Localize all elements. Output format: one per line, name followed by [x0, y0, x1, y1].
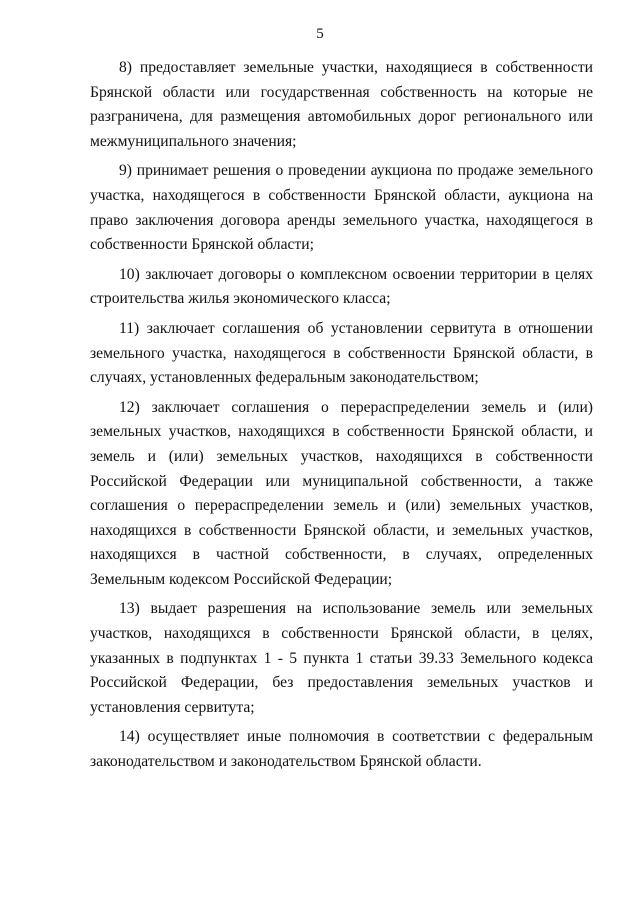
paragraph-item-10: 10) заключает договоры о комплексном освоении территории в целях строительства жилья экономического класса; [90, 265, 593, 308]
document-body [90, 56, 593, 780]
paragraph-item-12: 12) заключает соглашения о перераспределении земель и (или) земельных участков, находящихся в собственности Брянской области, и земель и (или) земельных участков, находящихся в собственности Российской Федерации или муниципальной собственности, а также соглашения о перераспределении земель и (или) земельных участков, находящихся в собственности Брянской области, и земельных участков, находящихся в частной собственности, в случаях, определенных Земельным кодексом Российской Федерации; [90, 398, 593, 588]
paragraph-item-14: 14) осуществляет иные полномочия в соответствии с федеральным законодательством и законодательством Брянской области. [90, 728, 593, 771]
paragraph-item-8: 8) предоставляет земельные участки, находящиеся в собственности Брянской области или государственная собственность на которые не разграничена, для размещения автомобильных дорог регионального или межмуниципального значения; [90, 59, 593, 150]
paragraph-item-11: 11) заключает соглашения об установлении сервитута в отношении земельного участка, находящегося в собственности Брянской области, в случаях, установленных федеральным законодательством; [90, 319, 593, 387]
paragraph-item-9: 9) принимает решения о проведении аукциона по продаже земельного участка, находящегося в собственности Брянской области, аукциона на право заключения договора аренды земельного участка, находящегося в собственности Брянской области; [90, 162, 593, 254]
page-number: 5 [316, 26, 324, 42]
paragraph-item-13: 13) выдает разрешения на использование земель или земельных участков, находящихся в собственности Брянской области, в целях, указанных в подпунктах 1 - 5 пункта 1 статьи 39.33 Земельного кодекса Российской Федерации, без предоставления земельных участков и установления сервитута; [90, 600, 593, 716]
